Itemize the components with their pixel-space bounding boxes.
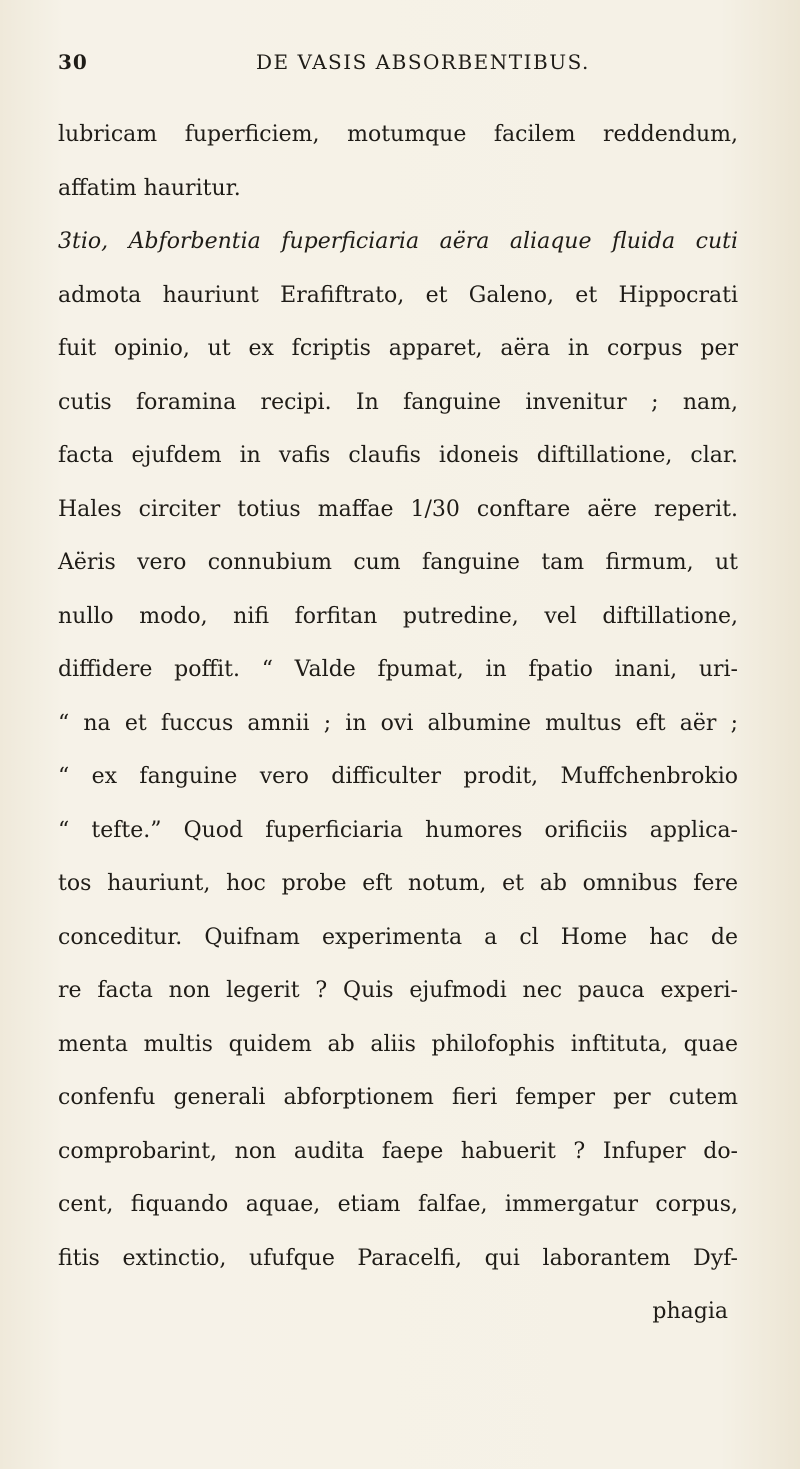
text-line: fitis extinctio, ufufque Paracelfi, qui laborantem Dyf- bbox=[58, 1245, 738, 1271]
running-head bbox=[58, 50, 748, 82]
text-line: re facta non legerit ? Quis ejufmodi nec pauca experi- bbox=[58, 978, 738, 1003]
text-line: “ tefte.” Quod fuperficiaria humores orificiis applica- bbox=[58, 817, 738, 843]
page-number: 30 bbox=[58, 50, 88, 74]
text-line: Aëris vero connubium cum fanguine tam firmum, ut bbox=[58, 550, 738, 575]
running-title: DE VASIS ABSORBENTIBUS. bbox=[256, 50, 590, 74]
text-line: admota hauriunt Erafiftrato, et Galeno, et Hippocrati bbox=[58, 282, 738, 308]
text-line: nullo modo, nifi forfitan putredine, vel diftillatione, bbox=[58, 603, 738, 629]
text-line: “ na et fuccus amnii ; in ovi albumine multus eft aër ; bbox=[58, 710, 738, 736]
text-line: menta multis quidem ab aliis philofophis inftituta, quae bbox=[58, 1031, 738, 1057]
text-line: cent, fiquando aquae, etiam falfae, immergatur corpus, bbox=[58, 1192, 738, 1217]
body-text bbox=[58, 108, 738, 1339]
text-line: conceditur. Quifnam experimenta a cl Home hac de bbox=[58, 924, 738, 950]
text-line: tos hauriunt, hoc probe eft notum, et ab omnibus fere bbox=[58, 871, 738, 896]
text-line: confenfu generali abforptionem fieri femper per cutem bbox=[58, 1085, 738, 1110]
text-line: facta ejufdem in vafis claufis idoneis diftillatione, clar. bbox=[58, 443, 738, 468]
text-line: Hales circiter totius maffae 1/30 conftare aëre reperit. bbox=[58, 496, 738, 522]
section-heading-line: 3tio, Abforbentia fuperficiaria aëra aliaque fluida cuti bbox=[58, 229, 738, 254]
text-line: lubricam fuperficiem, motumque facilem reddendum, bbox=[58, 122, 738, 147]
catchword: phagia bbox=[652, 1299, 728, 1324]
text-line: cutis foramina recipi. In fanguine invenitur ; nam, bbox=[58, 389, 738, 415]
text-line: fuit opinio, ut ex fcriptis apparet, aëra in corpus per bbox=[58, 336, 738, 361]
text-line: “ ex fanguine vero difficulter prodit, Muffchenbrokio bbox=[58, 764, 738, 789]
text-line: comprobarint, non audita faepe habuerit ? Infuper do- bbox=[58, 1138, 738, 1164]
text-line: diffidere poffit. “ Valde fpumat, in fpatio inani, uri- bbox=[58, 657, 738, 682]
text-line: affatim hauritur. bbox=[58, 175, 241, 201]
